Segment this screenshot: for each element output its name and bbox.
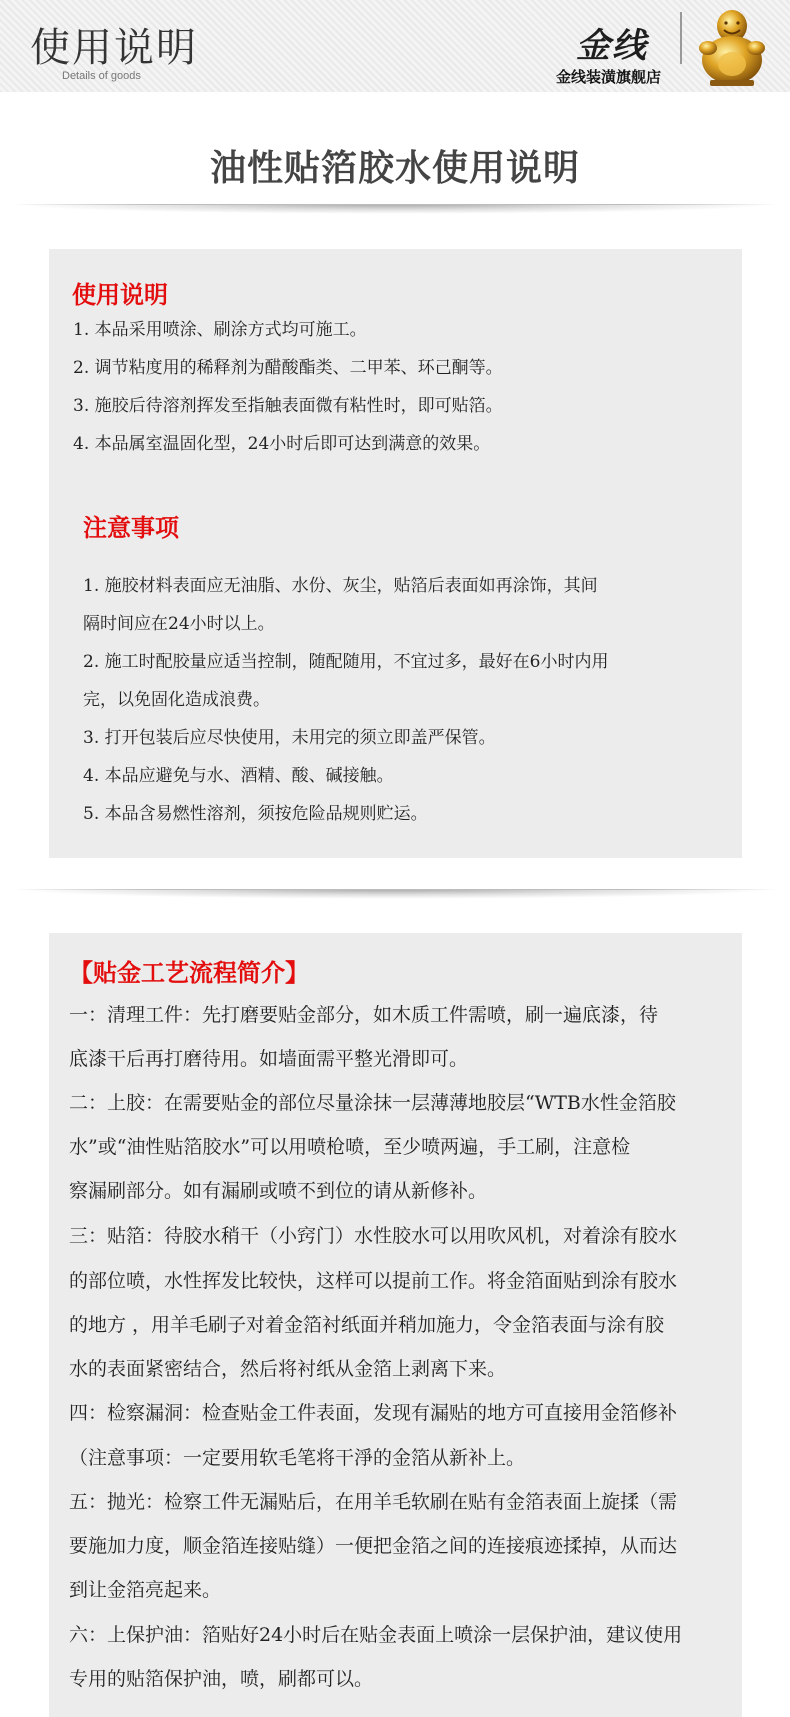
section-divider: [10, 889, 780, 899]
brand-name: 金线: [576, 26, 648, 66]
notes-line: 完，以免固化造成浪费。: [83, 690, 270, 710]
flow-line: 的部位喷，水性挥发比较快，这样可以提前工作。将金箔面贴到涂有胶水: [69, 1270, 678, 1292]
flow-line: 到让金箔亮起来。: [69, 1579, 222, 1601]
usage-item: 1. 本品采用喷涂、刷涂方式均可施工。: [73, 320, 367, 340]
laughing-buddha-statue-icon: [690, 4, 774, 88]
flow-line: 的地方 ，用羊毛刷子对着金箔衬纸面并稍加施力，令金箔表面与涂有胶: [69, 1314, 665, 1336]
usage-item: 4. 本品属室温固化型，24小时后即可达到满意的效果。: [73, 434, 491, 454]
header-title: 使用说明: [30, 25, 198, 71]
flow-line: 二：上胶：在需要贴金的部位尽量涂抹一层薄薄地胶层“WTB水性金箔胶: [69, 1092, 676, 1114]
flow-line: 水”或“油性贴箔胶水”可以用喷枪喷，至少喷两遍，手工刷，注意检: [69, 1136, 631, 1158]
notes-line: 2. 施工时配胶量应适当控制，随配随用，不宜过多，最好在6小时内用: [83, 652, 609, 672]
flow-line: 察漏刷部分。如有漏刷或喷不到位的请从新修补。: [69, 1180, 488, 1202]
flow-line: （注意事项：一定要用软毛笔将干淨的金箔从新补上。: [69, 1447, 526, 1469]
section-divider: [10, 204, 780, 214]
notes-line: 1. 施胶材料表面应无油脂、水份、灰尘，贴箔后表面如再涂饰，其间: [83, 576, 598, 596]
flow-heading: 【贴金工艺流程简介】: [69, 959, 309, 987]
main-title: 油性贴箔胶水使用说明: [209, 148, 580, 189]
header-subtitle: Details of goods: [62, 70, 141, 82]
notes-line: 4. 本品应避免与水、酒精、酸、碱接触。: [83, 766, 394, 786]
flow-line: 四：检察漏洞：检查贴金工件表面，发现有漏贴的地方可直接用金箔修补: [69, 1402, 678, 1424]
notes-line: 3. 打开包装后应尽快使用，未用完的须立即盖严保管。: [83, 728, 496, 748]
store-name: 金线装潢旗舰店: [556, 68, 662, 86]
flow-line: 六：上保护油：箔贴好24小时后在贴金表面上喷涂一层保护油，建议使用: [69, 1624, 683, 1646]
notes-line: 5. 本品含易燃性溶剂，须按危险品规则贮运。: [83, 804, 428, 824]
notes-line: 隔时间应在24小时以上。: [83, 614, 275, 634]
usage-panel: [49, 249, 742, 858]
flow-line: 五：抛光：检察工件无漏贴后，在用羊毛软刷在贴有金箔表面上旋揉（需: [69, 1491, 678, 1513]
usage-item: 2. 调节粘度用的稀释剂为醋酸酯类、二甲苯、环己酮等。: [73, 358, 503, 378]
brand-divider: [680, 12, 682, 64]
usage-heading: 使用说明: [72, 281, 168, 309]
usage-item: 3. 施胶后待溶剂挥发至指触表面微有粘性时，即可贴箔。: [73, 396, 503, 416]
flow-line: 要施加力度，顺金箔连接贴缝）一便把金箔之间的连接痕迹揉掉，从而达: [69, 1535, 678, 1557]
flow-line: 底漆干后再打磨待用。如墙面需平整光滑即可。: [69, 1048, 469, 1070]
flow-line: 一：清理工件：先打磨要贴金部分，如木质工件需喷，刷一遍底漆，待: [69, 1004, 659, 1026]
flow-line: 水的表面紧密结合，然后将衬纸从金箔上剥离下来。: [69, 1358, 507, 1380]
flow-line: 专用的贴箔保护油，喷，刷都可以。: [69, 1668, 374, 1690]
page-header: [0, 0, 790, 92]
flow-line: 三：贴箔：待胶水稍干（小窍门）水性胶水可以用吹风机，对着涂有胶水: [69, 1225, 678, 1247]
notes-heading: 注意事项: [83, 514, 179, 542]
flow-panel: [49, 933, 742, 1717]
